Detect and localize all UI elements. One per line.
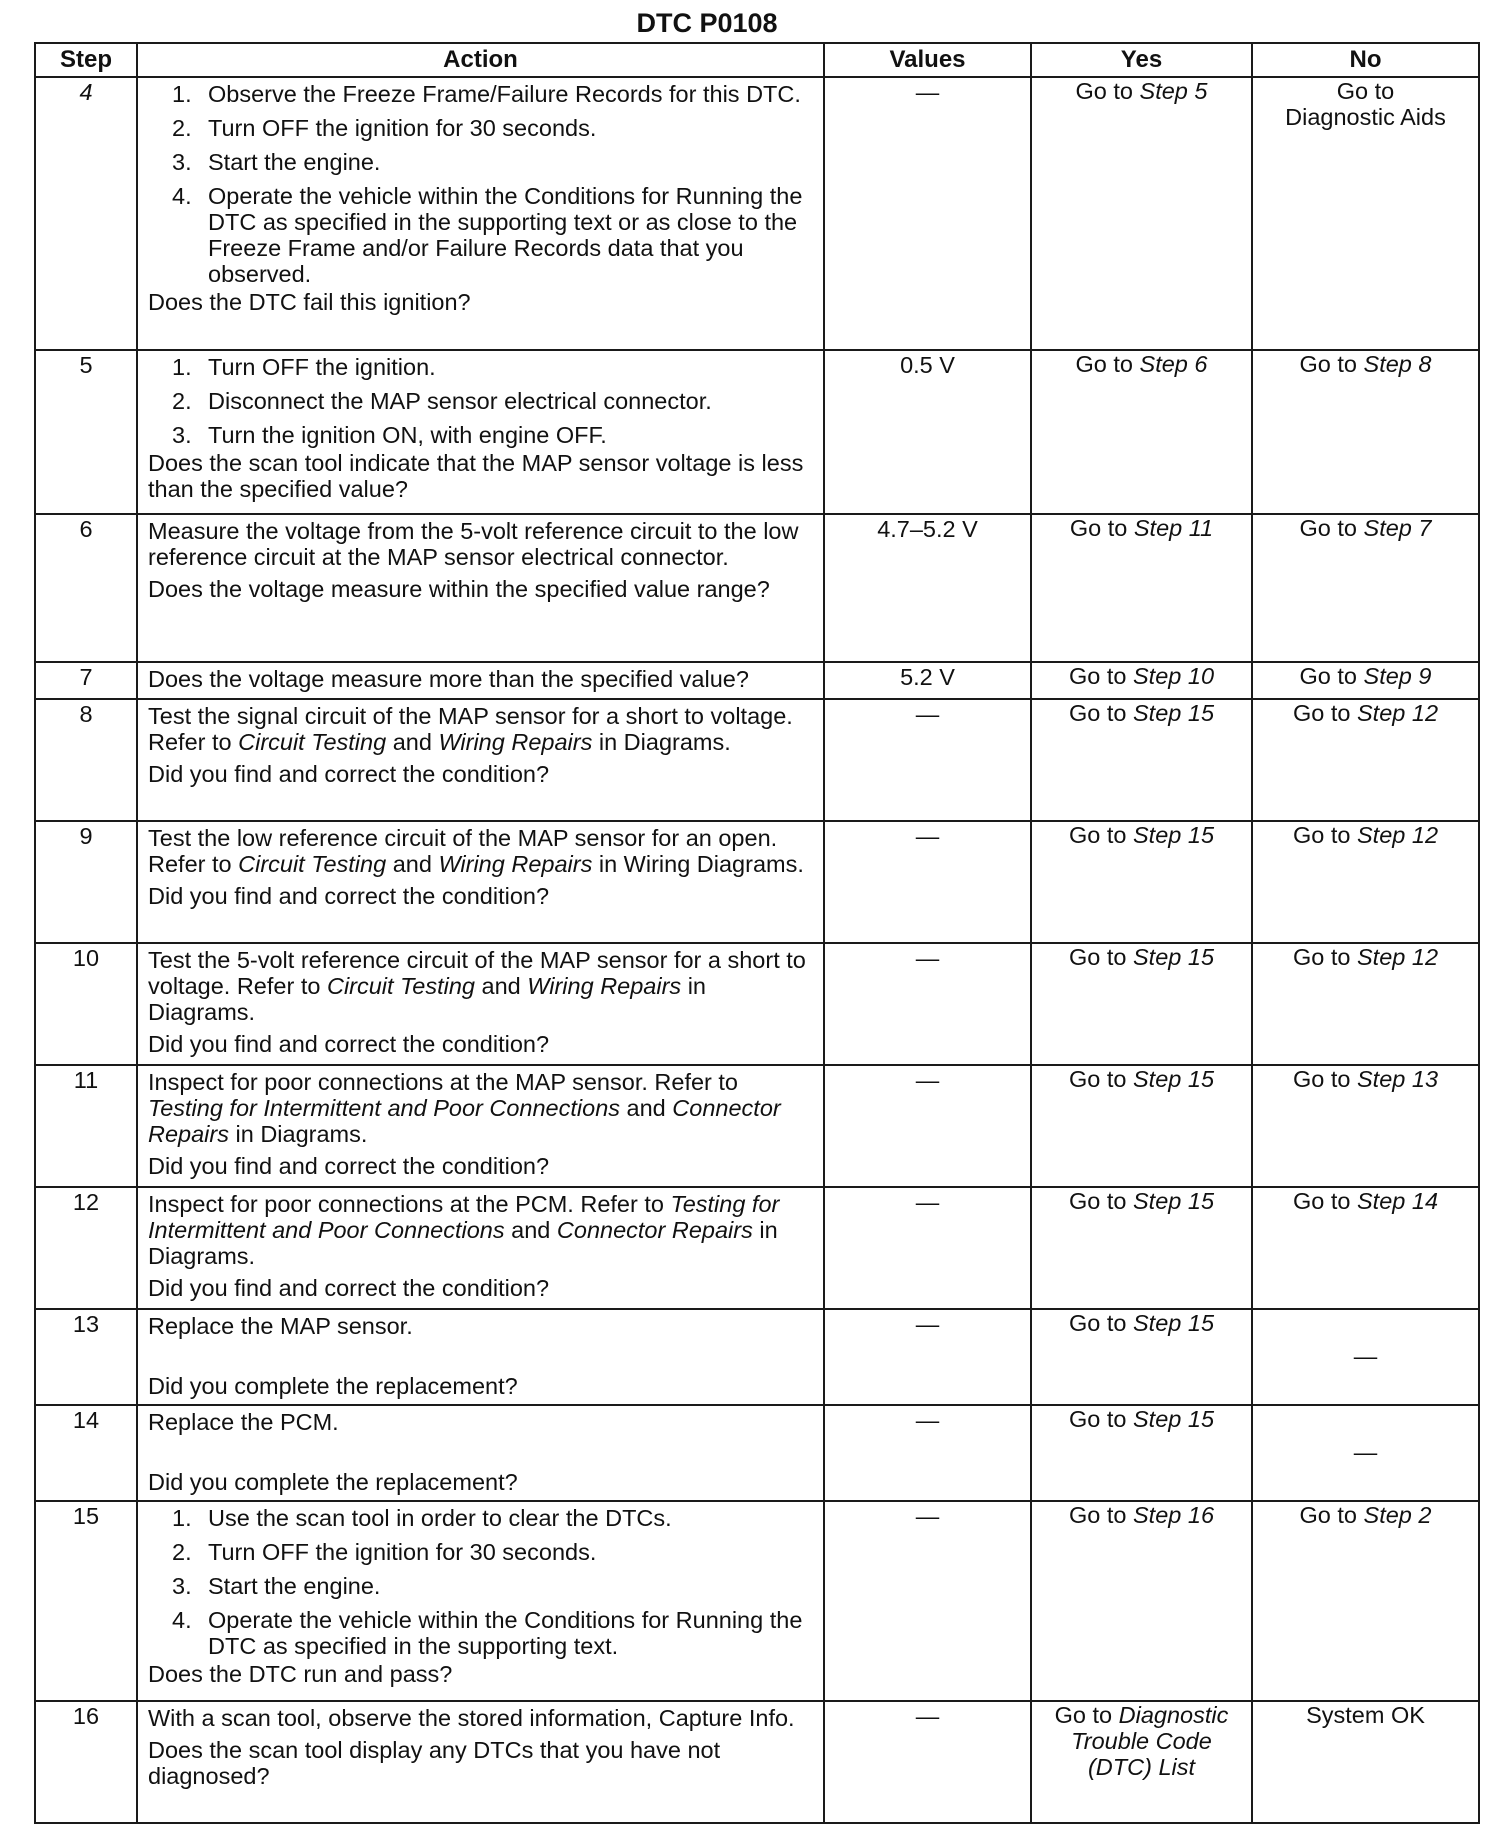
action-question: Did you find and correct the condition?: [148, 761, 550, 787]
action-item: 4. Operate the vehicle within the Conditions for Running the DTC as specified in the supporting text.: [172, 1607, 803, 1659]
action-list: [148, 1505, 813, 1659]
header-no: No: [1252, 43, 1479, 77]
action-cell: [137, 1309, 824, 1405]
action-item: 3. Start the engine.: [172, 149, 381, 175]
action-cell: [137, 1701, 824, 1823]
table-row-step-4: [35, 77, 1479, 350]
yes-cell: Go to Step 11: [1031, 514, 1252, 662]
action-cell: [137, 821, 824, 943]
header-values: Values: [824, 43, 1031, 77]
step-number: 14: [35, 1405, 137, 1501]
action-question: Does the voltage measure within the specified value range?: [148, 576, 770, 602]
table-row-step-16: [35, 1701, 1479, 1823]
action-cell: [137, 943, 824, 1065]
action-text: Test the 5-volt reference circuit of the MAP sensor for a short to voltage. Refer to Circuit Testing and Wiring Repairs in Diagrams.: [148, 947, 806, 1025]
step-number: 6: [35, 514, 137, 662]
action-question: Does the scan tool indicate that the MAP sensor voltage is less than the specified value?: [148, 450, 804, 502]
action-cell: [137, 1501, 824, 1701]
yes-cell: Go to Step 5: [1031, 77, 1252, 350]
action-cell: [137, 514, 824, 662]
value-cell: —: [824, 699, 1031, 821]
yes-cell: Go to Step 15: [1031, 821, 1252, 943]
step-number: 8: [35, 699, 137, 821]
yes-cell: Go to Step 16: [1031, 1501, 1252, 1701]
no-cell: Go to Step 12: [1252, 699, 1479, 821]
yes-cell: Go to Step 15: [1031, 943, 1252, 1065]
table-row-step-6: [35, 514, 1479, 662]
header-action: Action: [137, 43, 824, 77]
no-cell: Go to Step 12: [1252, 943, 1479, 1065]
step-number: 15: [35, 1501, 137, 1701]
action-item: 1. Observe the Freeze Frame/Failure Records for this DTC.: [172, 81, 801, 107]
table-row-step-7: [35, 662, 1479, 699]
action-text: With a scan tool, observe the stored information, Capture Info.: [148, 1705, 795, 1731]
action-text: Inspect for poor connections at the PCM. Refer to Testing for Intermittent and Poor Connections and Connector Repairs in Diagrams.: [148, 1191, 780, 1269]
table-row-step-12: [35, 1187, 1479, 1309]
yes-cell: Go to Step 15: [1031, 1309, 1252, 1405]
action-item: 3. Turn the ignition ON, with engine OFF.: [172, 422, 607, 448]
action-item: 2. Disconnect the MAP sensor electrical connector.: [172, 388, 712, 414]
table-row-step-8: [35, 699, 1479, 821]
table-row-step-10: [35, 943, 1479, 1065]
value-cell: —: [824, 1501, 1031, 1701]
action-question: Does the DTC run and pass?: [148, 1661, 453, 1687]
action-text: Replace the PCM.: [148, 1409, 339, 1435]
no-cell: Go to Step 14: [1252, 1187, 1479, 1309]
no-cell: Go to Step 12: [1252, 821, 1479, 943]
action-question: Did you find and correct the condition?: [148, 1153, 550, 1179]
table-row-step-15: [35, 1501, 1479, 1701]
table-row-step-11: [35, 1065, 1479, 1187]
yes-cell: Go to Step 15: [1031, 1065, 1252, 1187]
value-cell: —: [824, 943, 1031, 1065]
step-number: 16: [35, 1701, 137, 1823]
step-number: 7: [35, 662, 137, 699]
yes-cell: Go to Step 15: [1031, 1405, 1252, 1501]
action-item: 4. Operate the vehicle within the Conditions for Running the DTC as specified in the supporting text or as close to the Freeze Frame and/or Failure Records data that you observed.: [172, 183, 803, 287]
table-row-step-13: [35, 1309, 1479, 1405]
diagnostic-table: [34, 42, 1480, 1824]
value-cell: —: [824, 1187, 1031, 1309]
value-cell: 5.2 V: [824, 662, 1031, 699]
action-question: Did you complete the replacement?: [148, 1469, 518, 1495]
page-title: DTC P0108: [636, 8, 778, 38]
action-text: Test the signal circuit of the MAP sensor for a short to voltage. Refer to Circuit Testing and Wiring Repairs in Diagrams.: [148, 703, 793, 755]
step-number: 10: [35, 943, 137, 1065]
yes-cell: Go to Step 6: [1031, 350, 1252, 514]
no-cell: —: [1252, 1405, 1479, 1501]
action-question: Does the scan tool display any DTCs that you have not diagnosed?: [148, 1737, 721, 1789]
value-cell: —: [824, 821, 1031, 943]
table-row-step-9: [35, 821, 1479, 943]
header-step: Step: [35, 43, 137, 77]
action-item: 2. Turn OFF the ignition for 30 seconds.: [172, 1539, 597, 1565]
action-cell: [137, 1405, 824, 1501]
no-cell: Go to Step 13: [1252, 1065, 1479, 1187]
action-question: Did you find and correct the condition?: [148, 1275, 550, 1301]
no-cell: System OK: [1252, 1701, 1479, 1823]
no-cell: Go to Step 8: [1252, 350, 1479, 514]
action-cell: [137, 350, 824, 514]
step-number: 11: [35, 1065, 137, 1187]
no-cell: Go to Step 9: [1252, 662, 1479, 699]
value-cell: —: [824, 1701, 1031, 1823]
table-header-row: [35, 43, 1479, 77]
action-question: Did you find and correct the condition?: [148, 883, 550, 909]
action-cell: [137, 1187, 824, 1309]
action-text: Measure the voltage from the 5-volt reference circuit to the low reference circuit at the MAP sensor electrical connector.: [148, 518, 799, 570]
step-number: 4: [35, 77, 137, 350]
action-question: Does the DTC fail this ignition?: [148, 289, 471, 315]
action-text: Inspect for poor connections at the MAP sensor. Refer to Testing for Intermittent and Poor Connections and Connector Repairs in Diagrams.: [148, 1069, 781, 1147]
action-cell: [137, 77, 824, 350]
action-list: [148, 81, 813, 287]
action-text: Test the low reference circuit of the MAP sensor for an open. Refer to Circuit Testing and Wiring Repairs in Wiring Diagrams.: [148, 825, 804, 877]
yes-cell: Go to Step 15: [1031, 1187, 1252, 1309]
no-cell: Go to Diagnostic Aids: [1252, 77, 1479, 350]
value-cell: —: [824, 1065, 1031, 1187]
step-number: 12: [35, 1187, 137, 1309]
value-cell: 0.5 V: [824, 350, 1031, 514]
value-cell: 4.7–5.2 V: [824, 514, 1031, 662]
action-item: 2. Turn OFF the ignition for 30 seconds.: [172, 115, 597, 141]
no-cell: Go to Step 2: [1252, 1501, 1479, 1701]
yes-cell: Go to Step 15: [1031, 699, 1252, 821]
action-list: [148, 354, 813, 448]
table-row-step-5: [35, 350, 1479, 514]
value-cell: —: [824, 1309, 1031, 1405]
action-question: Did you find and correct the condition?: [148, 1031, 550, 1057]
value-cell: —: [824, 77, 1031, 350]
no-cell: Go to Step 7: [1252, 514, 1479, 662]
no-cell: —: [1252, 1309, 1479, 1405]
yes-cell: Go to Step 10: [1031, 662, 1252, 699]
action-item: 1. Use the scan tool in order to clear the DTCs.: [172, 1505, 672, 1531]
action-cell: [137, 662, 824, 699]
action-item: 1. Turn OFF the ignition.: [172, 354, 436, 380]
action-question: Does the voltage measure more than the specified value?: [148, 666, 749, 692]
step-number: 5: [35, 350, 137, 514]
table-row-step-14: [35, 1405, 1479, 1501]
action-cell: [137, 1065, 824, 1187]
action-cell: [137, 699, 824, 821]
yes-cell: Go to Diagnostic Trouble Code (DTC) List: [1031, 1701, 1252, 1823]
header-yes: Yes: [1031, 43, 1252, 77]
action-question: Did you complete the replacement?: [148, 1373, 518, 1399]
step-number: 9: [35, 821, 137, 943]
action-text: Replace the MAP sensor.: [148, 1313, 413, 1339]
action-item: 3. Start the engine.: [172, 1573, 381, 1599]
step-number: 13: [35, 1309, 137, 1405]
value-cell: —: [824, 1405, 1031, 1501]
